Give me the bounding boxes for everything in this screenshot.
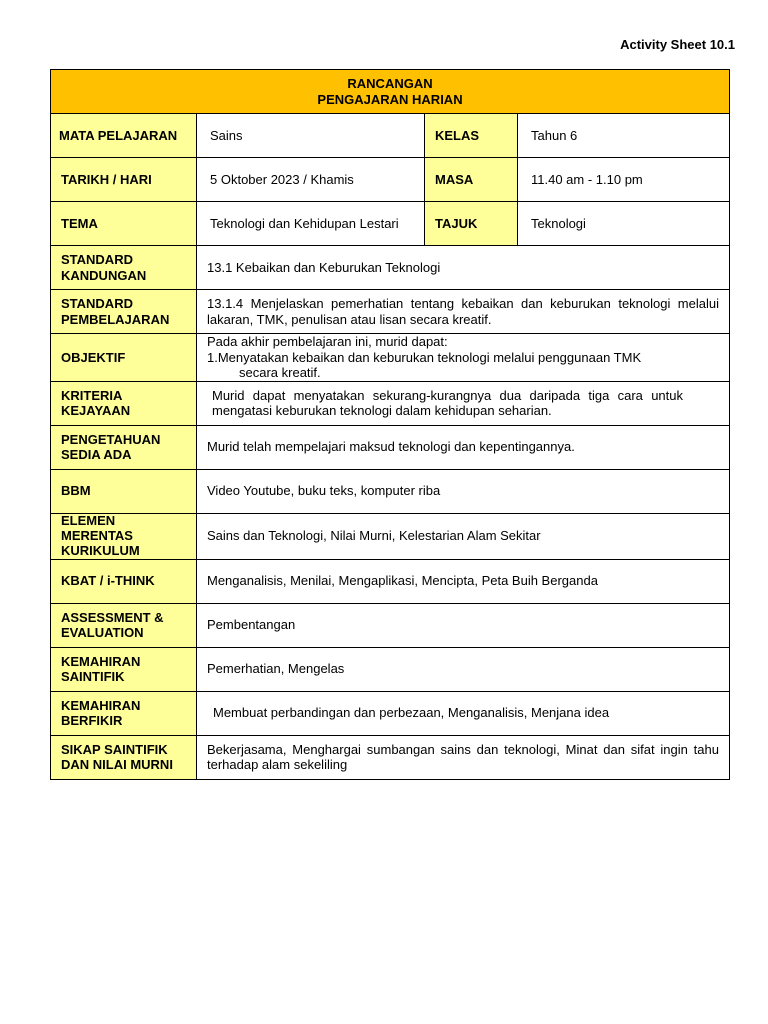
row-elemen-merentas-kurikulum [51,513,730,559]
label-kelas: KELAS [425,114,518,158]
table-header [51,70,730,114]
row-objektif [51,334,730,382]
header-row [51,70,730,114]
row-mata-pelajaran [51,114,730,158]
value-tarikh-hari: 5 Oktober 2023 / Khamis [197,158,425,202]
label-masa: MASA [425,158,518,202]
label-pengetahuan-sedia-ada: PENGETAHUAN SEDIA ADA [51,425,197,469]
row-sikap-saintifik [51,735,730,779]
label-mata-pelajaran: MATA PELAJARAN [51,114,197,158]
label-kemahiran-saintifik: KEMAHIRAN SAINTIFIK [51,647,197,691]
row-tema [51,202,730,246]
row-standard-pembelajaran [51,290,730,334]
label-kriteria-kejayaan: KRITERIA KEJAYAAN [51,381,197,425]
row-tarikh [51,158,730,202]
row-bbm [51,469,730,513]
row-kbat [51,559,730,603]
value-bbm: Video Youtube, buku teks, komputer riba [197,469,730,513]
label-kbat: KBAT / i-THINK [51,559,197,603]
label-objektif: OBJEKTIF [51,334,197,382]
label-standard-pembelajaran: STANDARD PEMBELAJARAN [51,290,197,334]
header-line2: PENGAJARAN HARIAN [317,91,463,107]
objektif-intro: Pada akhir pembelajaran ini, murid dapat: [207,334,448,349]
value-mata-pelajaran: Sains [197,114,425,158]
label-elemen-merentas-kurikulum: ELEMEN MERENTAS KURIKULUM [51,513,197,559]
value-tema: Teknologi dan Kehidupan Lestari [197,202,425,246]
row-kemahiran-saintifik [51,647,730,691]
value-standard-kandungan: 13.1 Kebaikan dan Keburukan Teknologi [197,246,730,290]
value-kbat: Menganalisis, Menilai, Mengaplikasi, Mencipta, Peta Buih Berganda [197,559,730,603]
row-kriteria-kejayaan [51,381,730,425]
objektif-item-continuation: secara kreatif. [239,365,321,381]
value-tajuk: Teknologi [518,202,730,246]
value-sikap-saintifik: Bekerjasama, Menghargai sumbangan sains dan teknologi, Minat dan sifat ingin tahu terhadap alam sekeliling [197,735,730,779]
label-tarikh-hari: TARIKH / HARI [51,158,197,202]
value-pengetahuan-sedia-ada: Murid telah mempelajari maksud teknologi dan kepentingannya. [197,425,730,469]
lesson-plan-table [50,69,730,780]
value-assessment-evaluation: Pembentangan [197,603,730,647]
objektif-item-number: 1. [207,349,218,365]
row-pengetahuan-sedia-ada [51,425,730,469]
row-standard-kandungan [51,246,730,290]
row-kemahiran-berfikir [51,691,730,735]
objektif-item [207,350,719,366]
value-kemahiran-saintifik: Pemerhatian, Mengelas [197,647,730,691]
value-kelas: Tahun 6 [518,114,730,158]
label-tema: TEMA [51,202,197,246]
value-standard-pembelajaran: 13.1.4 Menjelaskan pemerhatian tentang kebaikan dan keburukan teknologi melalui lakaran, TMK, penulisan atau lisan secara kreatif. [197,290,730,334]
objektif-item-text: Menyatakan kebaikan dan keburukan teknologi melalui penggunaan TMK [217,349,642,365]
label-kemahiran-berfikir: KEMAHIRAN BERFIKIR [51,691,197,735]
label-sikap-saintifik: SIKAP SAINTIFIK DAN NILAI MURNI [51,735,197,779]
value-masa: 11.40 am - 1.10 pm [518,158,730,202]
activity-sheet-label: Activity Sheet 10.1 [620,37,735,52]
label-tajuk: TAJUK [425,202,518,246]
row-assessment-evaluation [51,603,730,647]
label-bbm: BBM [51,469,197,513]
value-kriteria-kejayaan: Murid dapat menyatakan sekurang-kurangnya dua daripada tiga cara untuk mengatasi keburukan teknologi dalam kehidupan seharian. [197,381,730,425]
label-assessment-evaluation: ASSESSMENT & EVALUATION [51,603,197,647]
value-objektif [197,334,730,382]
header-line1: RANCANGAN [347,75,433,91]
value-kemahiran-berfikir: Membuat perbandingan dan perbezaan, Menganalisis, Menjana idea [197,691,730,735]
value-elemen-merentas-kurikulum: Sains dan Teknologi, Nilai Murni, Kelestarian Alam Sekitar [197,513,730,559]
label-standard-kandungan: STANDARD KANDUNGAN [51,246,197,290]
